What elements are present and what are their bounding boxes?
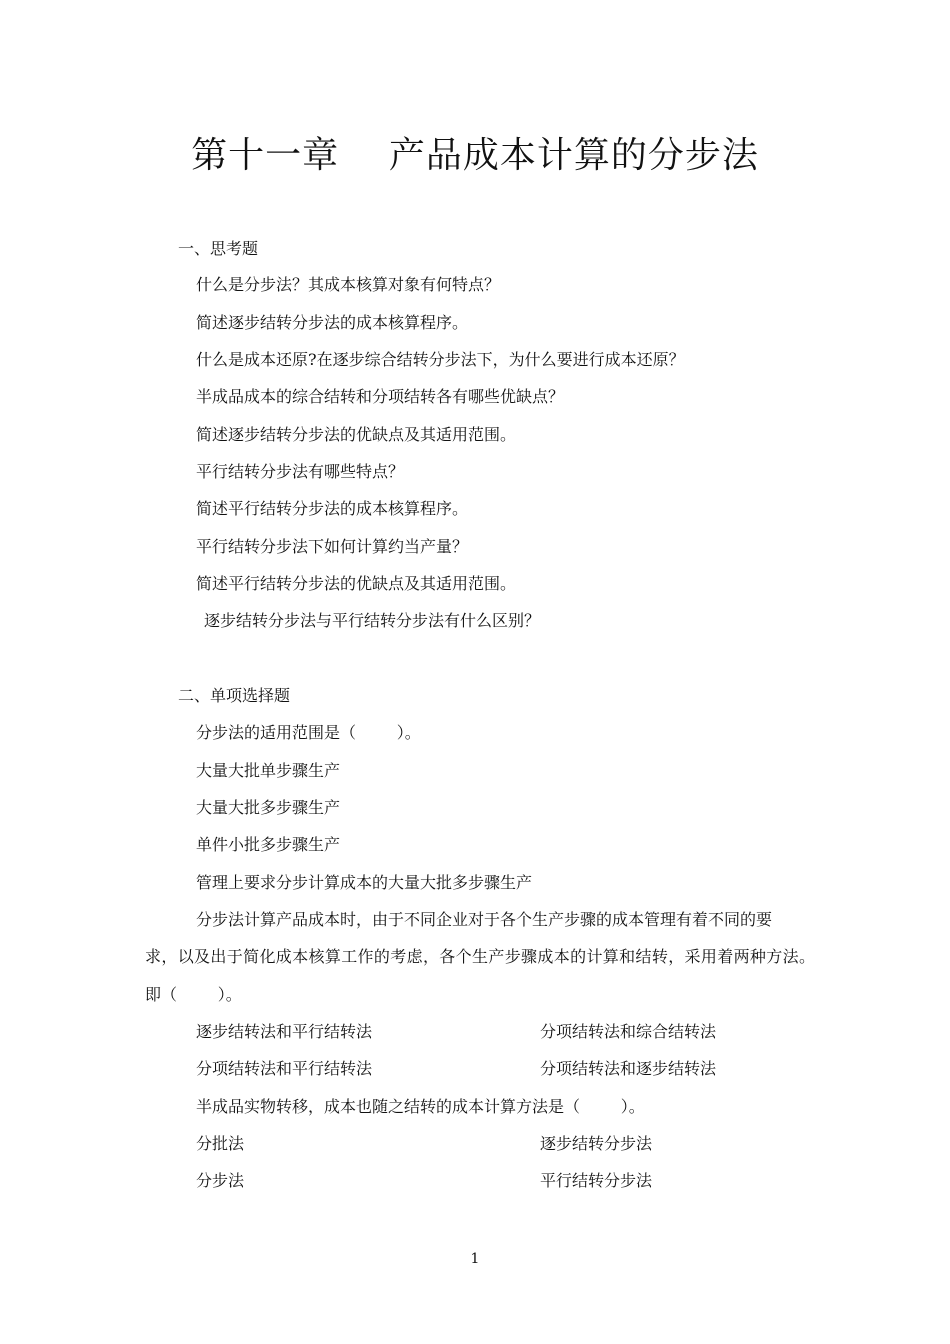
question-item: 平行结转分步法有哪些特点？ bbox=[196, 462, 405, 481]
page-title: 第十一章 产品成本计算的分步法 bbox=[191, 135, 759, 176]
answer-option: 分步法 bbox=[196, 1171, 245, 1190]
question-item: 什么是成本还原?在逐步综合结转分步法下，为什么要进行成本还原？ bbox=[196, 350, 685, 369]
answer-option: 分项结转法和平行结转法 bbox=[196, 1059, 373, 1078]
question-stem: 分步法的适用范围是（ ）。 bbox=[196, 723, 421, 742]
answer-option: 平行结转分步法 bbox=[540, 1171, 653, 1190]
section-heading-single-choice: 二、单项选择题 bbox=[178, 686, 291, 705]
answer-option: 大量大批多步骤生产 bbox=[196, 798, 341, 817]
question-item: 简述逐步结转分步法的优缺点及其适用范围。 bbox=[196, 425, 517, 444]
answer-option: 逐步结转法和平行结转法 bbox=[196, 1022, 373, 1041]
answer-option: 单件小批多步骤生产 bbox=[196, 835, 341, 854]
question-item: 平行结转分步法下如何计算约当产量？ bbox=[196, 537, 469, 556]
answer-option: 大量大批单步骤生产 bbox=[196, 761, 341, 780]
answer-option: 分项结转法和逐步结转法 bbox=[540, 1059, 717, 1078]
question-stem: 半成品实物转移，成本也随之结转的成本计算方法是（ ）。 bbox=[196, 1097, 645, 1116]
question-item: 半成品成本的综合结转和分项结转各有哪些优缺点？ bbox=[196, 387, 565, 406]
answer-option: 逐步结转分步法 bbox=[540, 1134, 653, 1153]
question-item: 简述平行结转分步法的成本核算程序。 bbox=[196, 499, 469, 518]
section-heading-thinking-questions: 一、思考题 bbox=[178, 239, 259, 258]
question-stem-continued: 即（ ）。 bbox=[145, 985, 242, 1004]
question-item: 什么是分步法？其成本核算对象有何特点？ bbox=[196, 275, 501, 294]
answer-option: 管理上要求分步计算成本的大量大批多步骤生产 bbox=[196, 873, 533, 892]
question-item: 简述平行结转分步法的优缺点及其适用范围。 bbox=[196, 574, 517, 593]
answer-option: 分项结转法和综合结转法 bbox=[540, 1022, 717, 1041]
question-stem-continued: 求，以及出于简化成本核算工作的考虑，各个生产步骤成本的计算和结转，采用着两种方法。 bbox=[145, 947, 815, 966]
page-number: 1 bbox=[470, 1251, 480, 1267]
question-item: 简述逐步结转分步法的成本核算程序。 bbox=[196, 313, 469, 332]
question-item: 逐步结转分步法与平行结转分步法有什么区别？ bbox=[204, 611, 541, 630]
question-stem: 分步法计算产品成本时，由于不同企业对于各个生产步骤的成本管理有着不同的要 bbox=[196, 910, 773, 929]
answer-option: 分批法 bbox=[196, 1134, 245, 1153]
